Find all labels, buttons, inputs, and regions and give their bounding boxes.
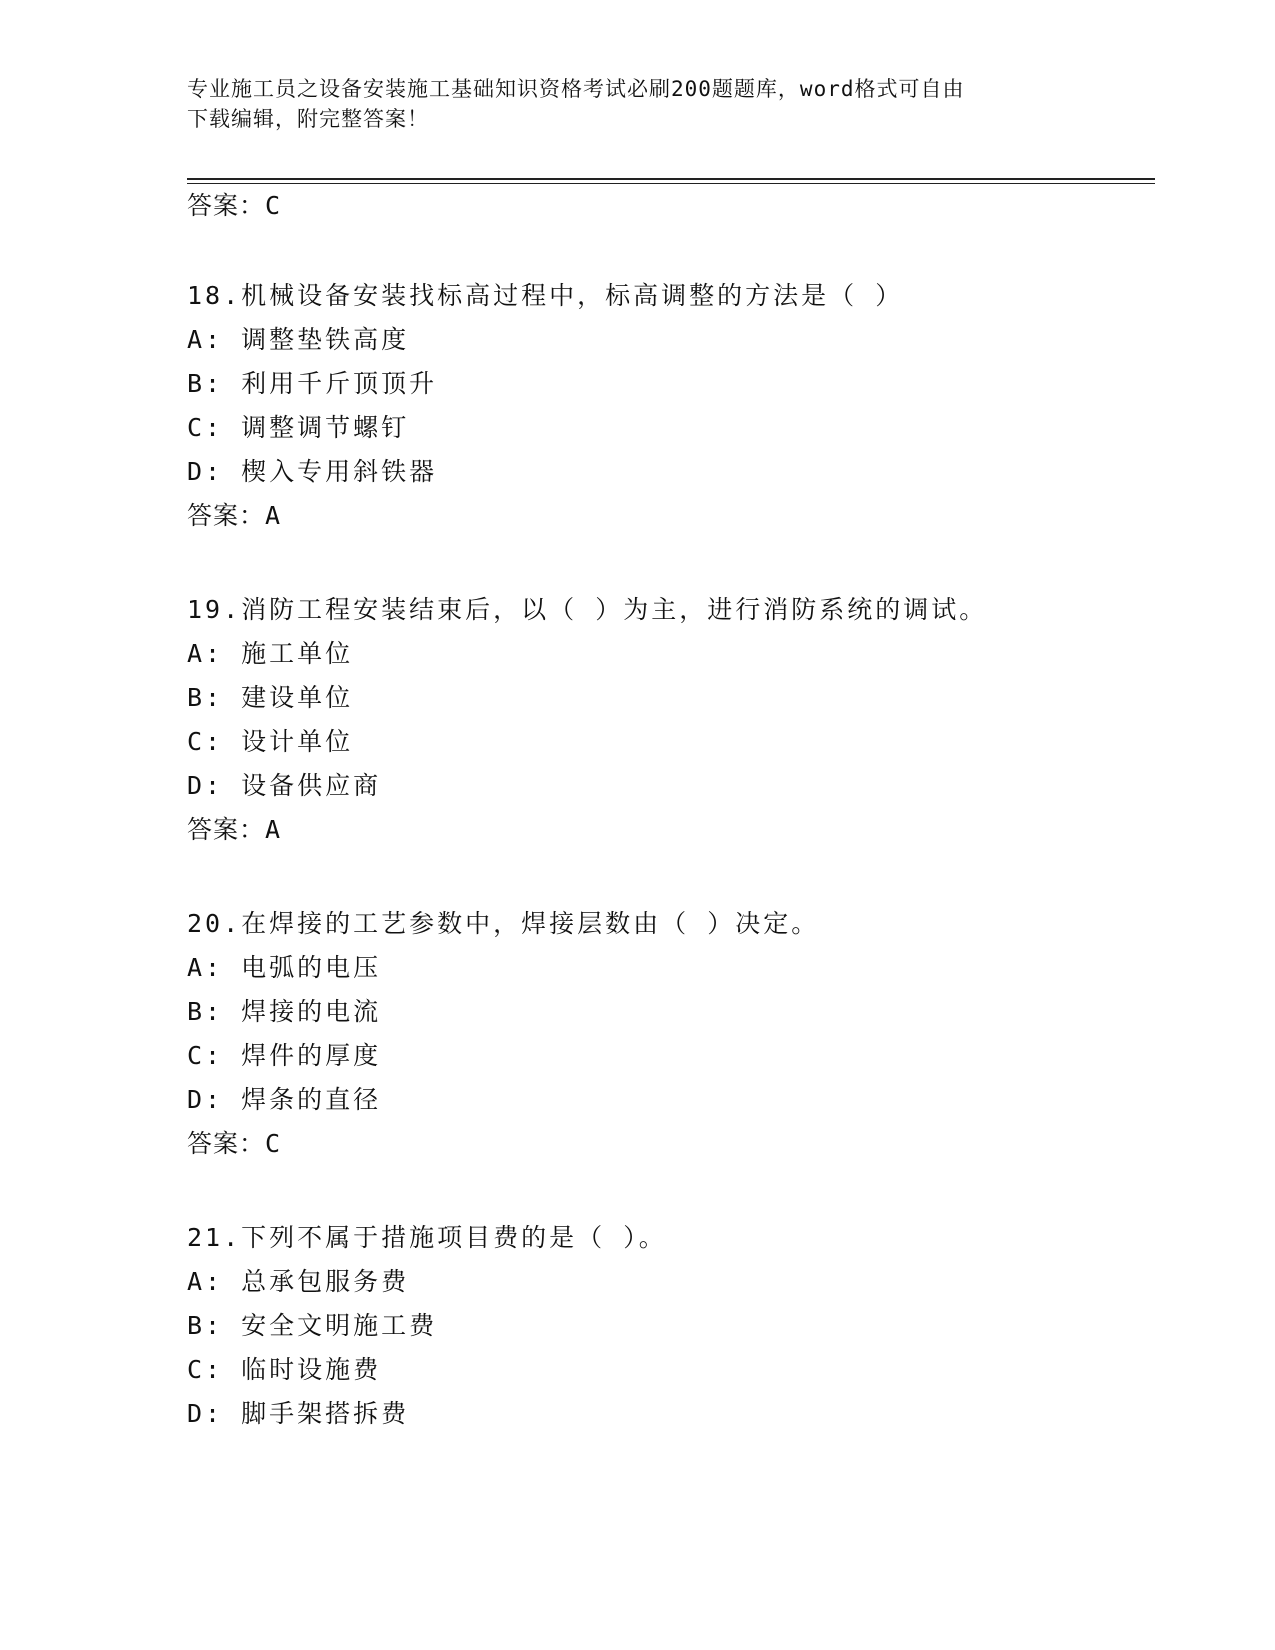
option-c: C: 焊件的厚度 bbox=[187, 1041, 382, 1070]
answer-line: 答案：C bbox=[187, 1129, 282, 1158]
answer-line: 答案：A bbox=[187, 815, 282, 844]
option-c: C: 调整调节螺钉 bbox=[187, 413, 410, 442]
question-text: 18.机械设备安装找标高过程中，标高调整的方法是（ ） bbox=[187, 281, 904, 310]
header-line-2: 下载编辑，附完整答案！ bbox=[187, 107, 429, 131]
option-a: A: 总承包服务费 bbox=[187, 1267, 410, 1296]
option-a: A: 调整垫铁高度 bbox=[187, 325, 410, 354]
header-line-1: 专业施工员之设备安装施工基础知识资格考试必刷200题题库，word格式可自由 bbox=[187, 77, 965, 101]
option-d: D: 设备供应商 bbox=[187, 771, 382, 800]
option-d: D: 焊条的直径 bbox=[187, 1085, 382, 1114]
header-divider-thick bbox=[187, 178, 1155, 180]
option-c: C: 临时设施费 bbox=[187, 1355, 382, 1384]
option-a: A: 电弧的电压 bbox=[187, 953, 382, 982]
option-a: A: 施工单位 bbox=[187, 639, 354, 668]
option-b: B: 安全文明施工费 bbox=[187, 1311, 438, 1340]
option-d: D: 脚手架搭拆费 bbox=[187, 1399, 410, 1428]
option-c: C: 设计单位 bbox=[187, 727, 354, 756]
option-b: B: 焊接的电流 bbox=[187, 997, 382, 1026]
header-divider-thin bbox=[187, 183, 1155, 184]
question-text: 21.下列不属于措施项目费的是（ ）。 bbox=[187, 1223, 667, 1252]
answer-line: 答案：A bbox=[187, 501, 282, 530]
question-text: 20.在焊接的工艺参数中，焊接层数由（ ）决定。 bbox=[187, 909, 820, 938]
document-header bbox=[187, 74, 1067, 134]
option-b: B: 建设单位 bbox=[187, 683, 354, 712]
option-d: D: 楔入专用斜铁器 bbox=[187, 457, 438, 486]
answer-line: 答案：C bbox=[187, 191, 282, 220]
question-text: 19.消防工程安装结束后，以（ ）为主，进行消防系统的调试。 bbox=[187, 595, 988, 624]
option-b: B: 利用千斤顶顶升 bbox=[187, 369, 438, 398]
